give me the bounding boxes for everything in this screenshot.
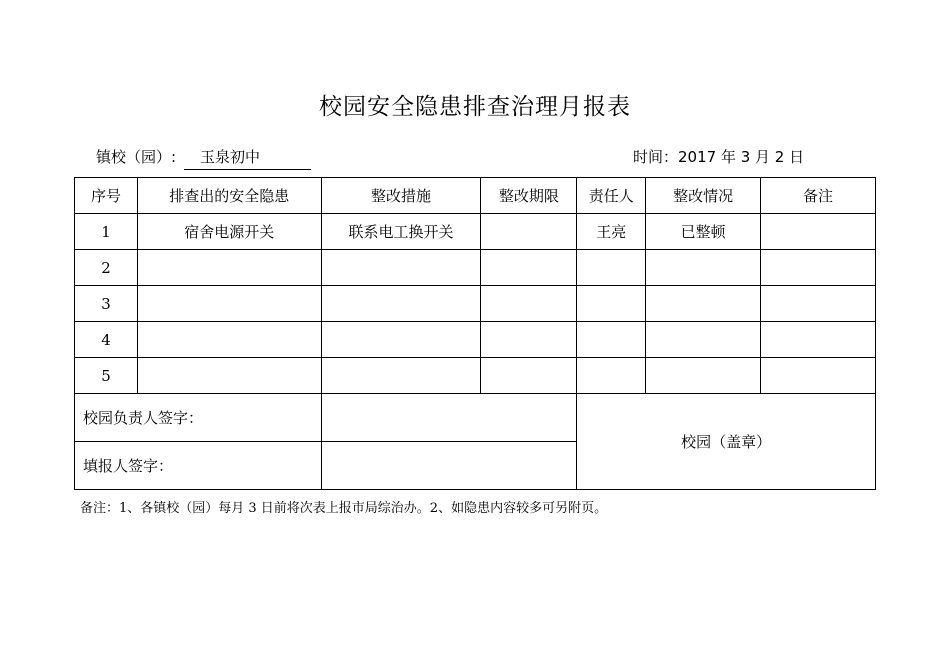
header-remarks: 备注: [761, 178, 876, 214]
header-index: 序号: [75, 178, 138, 214]
school-label: 镇校（园）:: [96, 148, 177, 166]
cell-measures: [321, 358, 481, 394]
cell-status: [646, 286, 761, 322]
cell-remarks: [761, 322, 876, 358]
cell-deadline: [481, 358, 577, 394]
table-row: [75, 286, 876, 322]
cell-index: 2: [75, 250, 138, 286]
table-row: [75, 322, 876, 358]
school-name-field: 玉泉初中: [184, 146, 311, 170]
campus-seal-cell: 校园（盖章）: [577, 394, 876, 490]
header-status: 整改情况: [646, 178, 761, 214]
cell-status: [646, 322, 761, 358]
cell-measures: [321, 322, 481, 358]
cell-hazard: [137, 250, 321, 286]
cell-remarks: [761, 250, 876, 286]
cell-status: 已整顿: [646, 214, 761, 250]
cell-deadline: [481, 322, 577, 358]
cell-hazard: 宿舍电源开关: [137, 214, 321, 250]
cell-measures: [321, 250, 481, 286]
cell-index: 4: [75, 322, 138, 358]
report-title: 校园安全隐患排查治理月报表: [319, 94, 631, 120]
cell-responsible: [577, 286, 646, 322]
report-date: 时间：2017 年 3 月 2 日: [633, 148, 805, 166]
cell-measures: 联系电工换开关: [321, 214, 481, 250]
table-header-row: [75, 178, 876, 214]
filler-signature-label: 填报人签字：: [75, 442, 322, 490]
cell-status: [646, 250, 761, 286]
signature-row-leader: [75, 394, 876, 442]
cell-responsible: [577, 250, 646, 286]
footnote: 备注：1、各镇校（园）每月 3 日前将次表上报市局综治办。2、如隐患内容较多可另附页。: [80, 501, 608, 516]
cell-status: [646, 358, 761, 394]
cell-hazard: [137, 286, 321, 322]
cell-responsible: 王亮: [577, 214, 646, 250]
cell-deadline: [481, 286, 577, 322]
hazard-report-table: [74, 177, 876, 490]
cell-index: 3: [75, 286, 138, 322]
cell-deadline: [481, 214, 577, 250]
cell-measures: [321, 286, 481, 322]
cell-hazard: [137, 358, 321, 394]
filler-signature-field: [321, 442, 577, 490]
cell-index: 1: [75, 214, 138, 250]
cell-deadline: [481, 250, 577, 286]
cell-remarks: [761, 358, 876, 394]
header-responsible: 责任人: [577, 178, 646, 214]
cell-responsible: [577, 358, 646, 394]
cell-remarks: [761, 214, 876, 250]
campus-leader-signature-field: [321, 394, 577, 442]
header-hazard: 排查出的安全隐患: [137, 178, 321, 214]
table-row: [75, 250, 876, 286]
cell-remarks: [761, 286, 876, 322]
header-measures: 整改措施: [321, 178, 481, 214]
cell-hazard: [137, 322, 321, 358]
table-row: [75, 214, 876, 250]
cell-responsible: [577, 322, 646, 358]
table-row: [75, 358, 876, 394]
cell-index: 5: [75, 358, 138, 394]
header-deadline: 整改期限: [481, 178, 577, 214]
campus-leader-signature-label: 校园负责人签字：: [75, 394, 322, 442]
